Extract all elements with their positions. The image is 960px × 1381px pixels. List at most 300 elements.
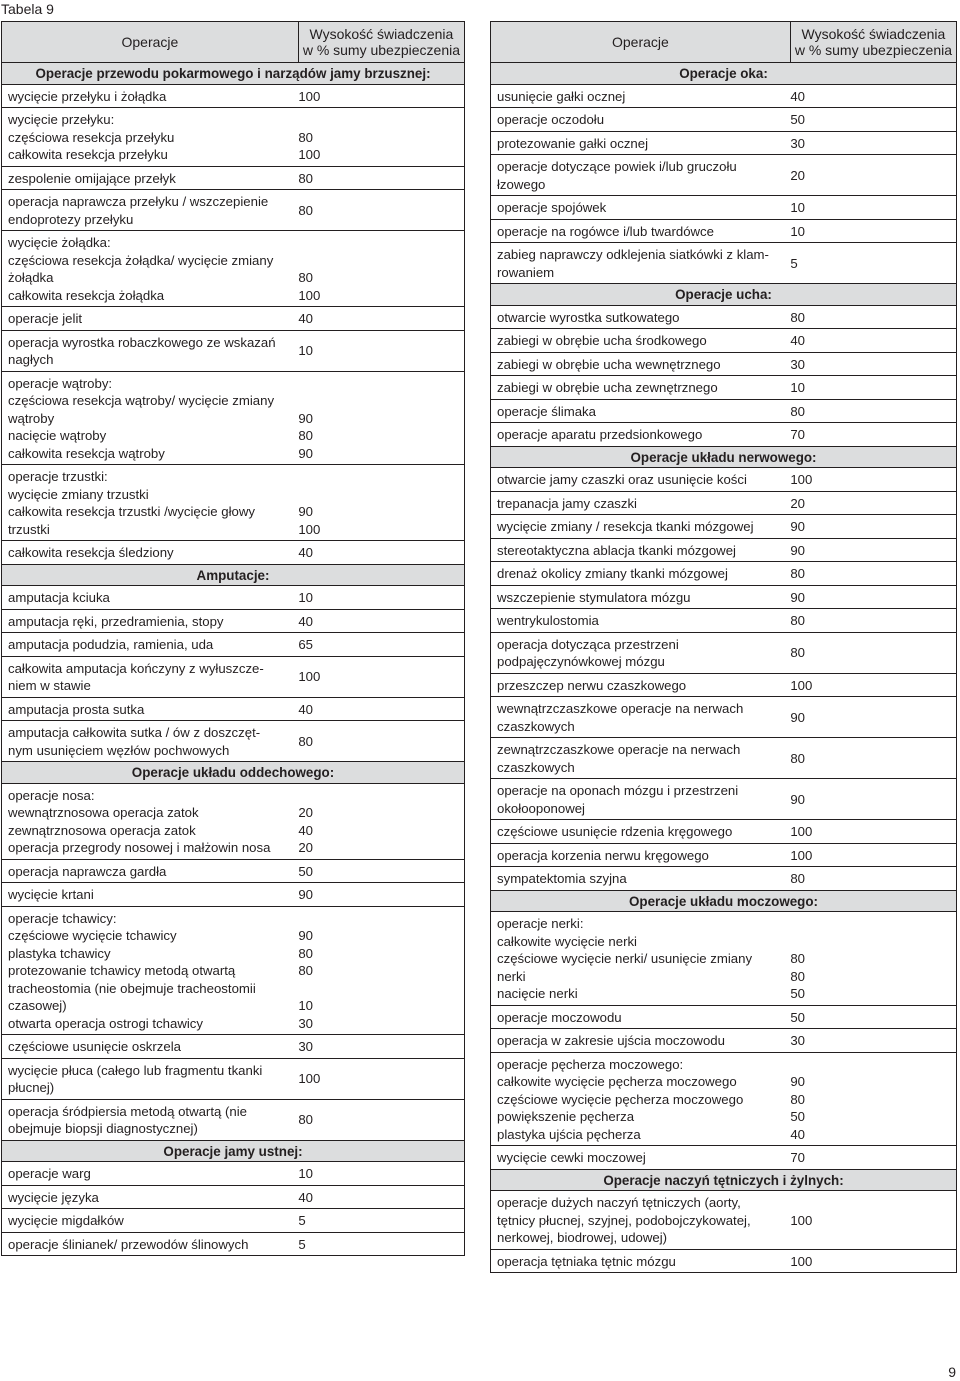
operation-cell bbox=[491, 585, 791, 609]
percent-value: 40 bbox=[298, 545, 313, 560]
table-row bbox=[2, 1209, 465, 1233]
operation-cell bbox=[491, 423, 791, 447]
value-cell bbox=[790, 1146, 956, 1170]
operation-cell bbox=[2, 1209, 299, 1233]
operation-cell bbox=[491, 1191, 791, 1250]
value-cell bbox=[790, 515, 956, 539]
operation-text: amputacja podudzia, ramienia, uda bbox=[8, 637, 214, 652]
header-wysokosc bbox=[790, 22, 956, 63]
percent-value: 80 bbox=[298, 202, 313, 218]
table-row bbox=[2, 84, 465, 108]
value-cell bbox=[298, 609, 464, 633]
operation-text: operacja korzenia nerwu kręgowego bbox=[497, 847, 709, 863]
percent-value: 50 bbox=[790, 1109, 805, 1124]
percent-value: 30 bbox=[790, 135, 805, 151]
operation-cell bbox=[2, 1035, 299, 1059]
section-header bbox=[491, 446, 957, 468]
operation-text: operacje moczowodu bbox=[497, 1009, 622, 1025]
operation-cell bbox=[2, 906, 299, 1035]
operation-cell bbox=[2, 307, 299, 331]
operation-cell bbox=[491, 108, 791, 132]
operation-text: operacja przegrody nosowej i małżowin nosa bbox=[8, 840, 271, 855]
table-row bbox=[2, 465, 465, 541]
operation-text: plastyka tchawicy bbox=[8, 945, 111, 961]
percent-value bbox=[298, 252, 458, 270]
percent-value bbox=[790, 915, 950, 933]
operation-text: czaszkowych bbox=[497, 759, 575, 775]
operation-text: nerkowej, biodrowej, udowej) bbox=[497, 1230, 668, 1245]
table-row bbox=[491, 131, 957, 155]
value-cell bbox=[298, 108, 464, 167]
percent-value: 80 bbox=[790, 871, 805, 886]
table-row bbox=[2, 656, 465, 697]
percent-value: 10 bbox=[298, 998, 313, 1013]
percent-value: 40 bbox=[298, 613, 313, 629]
operation-text: operacje jelit bbox=[8, 311, 83, 326]
percent-value: 40 bbox=[790, 88, 805, 104]
table-row bbox=[491, 329, 957, 353]
value-cell bbox=[298, 859, 464, 883]
value-cell bbox=[790, 632, 956, 673]
operation-text: endoprotezy przełyku bbox=[8, 211, 134, 227]
operation-cell bbox=[2, 586, 299, 610]
percent-value: 70 bbox=[790, 1150, 805, 1165]
percent-value bbox=[298, 468, 458, 486]
operation-text: rowaniem bbox=[497, 264, 555, 280]
value-cell bbox=[298, 1035, 464, 1059]
percent-value: 90 bbox=[298, 887, 313, 902]
table-row bbox=[2, 859, 465, 883]
value-cell bbox=[298, 883, 464, 907]
value-cell bbox=[298, 633, 464, 657]
operation-text: operacja dotycząca przestrzeni bbox=[497, 636, 679, 652]
percent-value: 90 bbox=[298, 445, 313, 461]
value-cell bbox=[298, 190, 464, 231]
operation-cell bbox=[2, 190, 299, 231]
section-header bbox=[2, 1140, 465, 1162]
value-cell bbox=[298, 231, 464, 307]
operation-cell bbox=[491, 1052, 791, 1146]
value-cell bbox=[790, 1029, 956, 1053]
value-cell bbox=[298, 1162, 464, 1186]
operation-text: wycięcie cewki moczowej bbox=[497, 1150, 646, 1165]
percent-value: 80 bbox=[790, 1091, 805, 1107]
operation-cell bbox=[2, 783, 299, 859]
operation-text: płucnej) bbox=[8, 1080, 55, 1095]
value-cell bbox=[298, 1058, 464, 1099]
table-row bbox=[491, 196, 957, 220]
percent-value: 20 bbox=[790, 495, 805, 511]
table-row bbox=[2, 541, 465, 565]
operation-text: sympatektomia szyjna bbox=[497, 871, 627, 886]
percent-value bbox=[298, 234, 458, 252]
percent-value: 100 bbox=[298, 1071, 321, 1087]
header-wysokosc-line1: Wysokość świadczenia bbox=[801, 26, 946, 42]
table-row bbox=[491, 219, 957, 243]
operation-text: zespolenie omijające przełyk bbox=[8, 170, 176, 186]
operation-cell bbox=[491, 219, 791, 243]
operation-text: całkowita resekcja trzustki /wycięcie głowy bbox=[8, 504, 255, 519]
operation-text: całkowita resekcja wątroby bbox=[8, 445, 165, 461]
operation-cell bbox=[491, 131, 791, 155]
value-cell bbox=[790, 84, 956, 108]
percent-value bbox=[298, 787, 458, 805]
percent-value: 80 bbox=[298, 963, 313, 978]
operation-cell bbox=[2, 609, 299, 633]
percent-value: 40 bbox=[790, 333, 805, 348]
operation-cell bbox=[491, 84, 791, 108]
percent-value: 90 bbox=[790, 791, 805, 807]
operation-text: operacje aparatu przedsionkowego bbox=[497, 427, 703, 442]
operation-text: operacja naprawcza przełyku / wszczepienie bbox=[8, 194, 269, 209]
value-cell bbox=[790, 1052, 956, 1146]
table-row bbox=[491, 843, 957, 867]
table-row bbox=[2, 307, 465, 331]
value-cell bbox=[298, 1209, 464, 1233]
percent-value: 50 bbox=[790, 986, 805, 1001]
operation-text: operacje na oponach mózgu i przestrzeni bbox=[497, 783, 739, 798]
operation-text: wycięcie przełyku i żołądka bbox=[8, 88, 167, 104]
operation-text: nym usunięciem węzłów pochwowych bbox=[8, 742, 230, 758]
operation-cell bbox=[491, 515, 791, 539]
table-row bbox=[2, 697, 465, 721]
percent-value: 5 bbox=[298, 1213, 306, 1228]
operation-text: operacje ślimaka bbox=[497, 403, 596, 419]
operation-cell bbox=[491, 1029, 791, 1053]
percent-value bbox=[298, 111, 458, 129]
operation-text: wątroby bbox=[8, 410, 55, 426]
table-row bbox=[491, 155, 957, 196]
operation-cell bbox=[491, 243, 791, 284]
value-cell bbox=[298, 906, 464, 1035]
table-row bbox=[491, 632, 957, 673]
percent-value: 100 bbox=[298, 521, 321, 537]
operation-text: operacja śródpiersia metodą otwartą (nie bbox=[8, 1103, 247, 1119]
percent-value: 100 bbox=[298, 88, 321, 104]
operation-text: operacje oczodołu bbox=[497, 112, 605, 127]
operation-text: amputacja kciuka bbox=[8, 590, 110, 605]
operation-cell bbox=[491, 1249, 791, 1273]
operation-text: usunięcie gałki ocznej bbox=[497, 88, 626, 104]
operation-cell bbox=[491, 155, 791, 196]
operation-text: wycięcie zmiany trzustki bbox=[8, 486, 149, 502]
percent-value bbox=[298, 392, 458, 410]
operation-text: operacje ślinianek/ przewodów ślinowych bbox=[8, 1236, 249, 1252]
value-cell bbox=[790, 820, 956, 844]
operation-cell bbox=[2, 1162, 299, 1186]
section-header bbox=[491, 284, 957, 306]
table-caption: Tabela 9 bbox=[1, 1, 54, 17]
table-row bbox=[491, 867, 957, 891]
operation-cell bbox=[491, 738, 791, 779]
page-number: 9 bbox=[948, 1364, 956, 1380]
value-cell bbox=[790, 697, 956, 738]
percent-value: 70 bbox=[790, 427, 805, 442]
section-header bbox=[491, 1169, 957, 1191]
percent-value: 80 bbox=[790, 613, 805, 628]
table-row bbox=[491, 305, 957, 329]
operation-text: zewnątrznosowa operacja zatok bbox=[8, 822, 196, 838]
operation-text: protezowanie tchawicy metodą otwartą bbox=[8, 963, 236, 978]
percent-value: 90 bbox=[790, 589, 805, 605]
operation-cell bbox=[491, 1005, 791, 1029]
section-header bbox=[2, 63, 465, 85]
percent-value: 10 bbox=[790, 200, 805, 215]
value-cell bbox=[298, 1232, 464, 1256]
table-row bbox=[491, 697, 957, 738]
value-cell bbox=[790, 376, 956, 400]
value-cell bbox=[790, 912, 956, 1006]
header-wysokosc-line1: Wysokość świadczenia bbox=[309, 26, 454, 42]
operation-text: plastyka ujścia pęcherza bbox=[497, 1126, 641, 1142]
operation-cell bbox=[491, 1146, 791, 1170]
section-title: Operacje układu oddechowego: bbox=[2, 762, 465, 784]
percent-value: 80 bbox=[298, 129, 313, 145]
header-operacje: Operacje bbox=[491, 22, 791, 63]
percent-value: 100 bbox=[790, 1212, 813, 1228]
operation-text: całkowita resekcja żołądka bbox=[8, 287, 165, 303]
percent-value: 10 bbox=[298, 343, 313, 359]
table-row bbox=[2, 371, 465, 465]
operation-text: nacięcie wątroby bbox=[8, 428, 107, 443]
percent-value: 10 bbox=[790, 223, 805, 239]
operation-cell bbox=[2, 883, 299, 907]
operation-text: wewnątrzczaszkowe operacje na nerwach bbox=[497, 701, 744, 716]
table-row bbox=[2, 108, 465, 167]
percent-value bbox=[790, 1056, 950, 1074]
operation-text: amputacja całkowita sutka / ów z doszczęt- bbox=[8, 725, 261, 740]
operation-text: wycięcie przełyku: bbox=[8, 112, 115, 127]
operation-text: nacięcie nerki bbox=[497, 986, 578, 1001]
table-row bbox=[2, 1058, 465, 1099]
section-title: Operacje układu moczowego: bbox=[491, 890, 957, 912]
percent-value: 90 bbox=[298, 504, 313, 519]
percent-value: 5 bbox=[298, 1236, 306, 1252]
value-cell bbox=[790, 352, 956, 376]
operation-cell bbox=[2, 371, 299, 465]
operation-cell bbox=[2, 166, 299, 190]
percent-value: 40 bbox=[298, 701, 313, 717]
percent-value: 65 bbox=[298, 637, 313, 652]
operation-cell bbox=[491, 697, 791, 738]
operation-text: otwarcie jamy czaszki oraz usunięcie kości bbox=[497, 472, 747, 487]
value-cell bbox=[298, 541, 464, 565]
section-header bbox=[491, 890, 957, 912]
operation-cell bbox=[2, 1058, 299, 1099]
value-cell bbox=[790, 423, 956, 447]
value-cell bbox=[790, 329, 956, 353]
operation-text: drenaż okolicy zmiany tkanki mózgowej bbox=[497, 566, 728, 581]
operation-cell bbox=[491, 538, 791, 562]
percent-value bbox=[298, 375, 458, 393]
percent-value: 40 bbox=[790, 1126, 805, 1142]
operation-text: operacja wyrostka robaczkowego ze wskazań bbox=[8, 334, 276, 350]
operation-text: amputacja ręki, przedramienia, stopy bbox=[8, 613, 224, 629]
section-title: Operacje przewodu pokarmowego i narządów jamy brzusznej: bbox=[2, 63, 465, 85]
percent-value: 50 bbox=[790, 1009, 805, 1025]
table-row bbox=[491, 108, 957, 132]
operation-text: operacje warg bbox=[8, 1166, 91, 1181]
operation-text: częściowa resekcja przełyku bbox=[8, 129, 175, 145]
percent-value: 80 bbox=[790, 645, 805, 661]
value-cell bbox=[298, 371, 464, 465]
percent-value: 40 bbox=[298, 311, 313, 326]
percent-value: 80 bbox=[790, 951, 805, 966]
section-title: Operacje jamy ustnej: bbox=[2, 1140, 465, 1162]
operation-text: zabieg naprawczy odklejenia siatkówki z klam- bbox=[497, 247, 769, 262]
section-title: Amputacje: bbox=[2, 564, 465, 586]
table-row bbox=[2, 1035, 465, 1059]
operation-text: podpajęczynówkowej mózgu bbox=[497, 654, 665, 669]
value-cell bbox=[790, 1191, 956, 1250]
table-row bbox=[2, 586, 465, 610]
operation-text: operacja w zakresie ujścia moczowodu bbox=[497, 1033, 725, 1048]
operation-text: zewnątrzczaszkowe operacje na nerwach bbox=[497, 742, 741, 757]
percent-value bbox=[298, 910, 458, 928]
operation-text: operacje pęcherza moczowego: bbox=[497, 1056, 684, 1072]
value-cell bbox=[790, 155, 956, 196]
value-cell bbox=[298, 697, 464, 721]
table-row bbox=[491, 1005, 957, 1029]
percent-value: 80 bbox=[298, 945, 313, 961]
operation-cell bbox=[2, 541, 299, 565]
table-row bbox=[2, 330, 465, 371]
table-row bbox=[2, 783, 465, 859]
operation-cell bbox=[2, 84, 299, 108]
operation-cell bbox=[2, 1185, 299, 1209]
percent-value: 20 bbox=[298, 805, 313, 820]
table-row bbox=[2, 231, 465, 307]
percent-value: 100 bbox=[790, 472, 813, 487]
operation-text: otwarta operacja ostrogi tchawicy bbox=[8, 1015, 203, 1031]
operation-text: częściowe usunięcie oskrzela bbox=[8, 1039, 181, 1054]
operation-cell bbox=[2, 330, 299, 371]
operation-text: operacje dotyczące powiek i/lub gruczołu bbox=[497, 159, 737, 174]
value-cell bbox=[790, 468, 956, 492]
operation-text: operacje wątroby: bbox=[8, 375, 113, 391]
operation-text: całkowita amputacja kończyny z wyłuszcze- bbox=[8, 660, 264, 676]
percent-value: 10 bbox=[790, 380, 805, 395]
value-cell bbox=[790, 1005, 956, 1029]
table-row bbox=[2, 883, 465, 907]
operation-text: całkowite wycięcie pęcherza moczowego bbox=[497, 1074, 737, 1089]
percent-value: 10 bbox=[298, 1166, 313, 1181]
operation-text: całkowite wycięcie nerki bbox=[497, 933, 637, 949]
value-cell bbox=[298, 1099, 464, 1140]
percent-value: 20 bbox=[790, 167, 805, 183]
header-wysokosc-line2: w % sumy ubezpieczenia bbox=[794, 42, 952, 58]
percent-value: 100 bbox=[790, 677, 813, 693]
table-row bbox=[491, 1146, 957, 1170]
value-cell bbox=[790, 399, 956, 423]
table-row bbox=[491, 515, 957, 539]
operation-text: całkowita resekcja przełyku bbox=[8, 147, 168, 162]
operation-text: wycięcie żołądka: bbox=[8, 235, 111, 250]
operation-cell bbox=[491, 609, 791, 633]
value-cell bbox=[790, 562, 956, 586]
operation-text: częściowa resekcja żołądka/ wycięcie zmiany bbox=[8, 252, 274, 268]
table-row bbox=[491, 673, 957, 697]
percent-value: 30 bbox=[790, 1033, 805, 1048]
table-row bbox=[491, 1052, 957, 1146]
value-cell bbox=[790, 219, 956, 243]
percent-value: 5 bbox=[790, 255, 798, 271]
percent-value: 100 bbox=[790, 1253, 813, 1269]
table-row bbox=[2, 906, 465, 1035]
operation-text: częściowe wycięcie pęcherza moczowego bbox=[497, 1091, 744, 1107]
operation-cell bbox=[491, 820, 791, 844]
table-row bbox=[491, 779, 957, 820]
table-row bbox=[491, 468, 957, 492]
value-cell bbox=[298, 330, 464, 371]
operation-text: czaszkowych bbox=[497, 718, 575, 734]
operation-cell bbox=[491, 305, 791, 329]
value-cell bbox=[790, 1249, 956, 1273]
operation-text: przeszczep nerwu czaszkowego bbox=[497, 677, 687, 693]
table-row bbox=[491, 585, 957, 609]
section-header bbox=[491, 63, 957, 85]
percent-value: 100 bbox=[298, 147, 321, 162]
operation-text: wycięcie krtani bbox=[8, 887, 94, 902]
operation-cell bbox=[491, 491, 791, 515]
operation-text: nagłych bbox=[8, 352, 54, 367]
operation-text: operacje tchawicy: bbox=[8, 910, 117, 926]
operation-cell bbox=[2, 465, 299, 541]
percent-value: 30 bbox=[298, 1015, 313, 1031]
percent-value: 80 bbox=[298, 428, 313, 443]
percent-value: 10 bbox=[298, 590, 313, 605]
section-title: Operacje ucha: bbox=[491, 284, 957, 306]
table-row bbox=[2, 1232, 465, 1256]
header-operacje: Operacje bbox=[2, 22, 299, 63]
operation-text: powiększenie pęcherza bbox=[497, 1109, 635, 1124]
operation-text: częściowe wycięcie nerki/ usunięcie zmiany bbox=[497, 951, 753, 966]
operation-cell bbox=[2, 1232, 299, 1256]
operation-text: trzustki bbox=[8, 521, 50, 537]
operation-text: operacje trzustki: bbox=[8, 469, 108, 484]
left-table bbox=[1, 21, 465, 1256]
percent-value: 40 bbox=[298, 1189, 313, 1205]
operation-cell bbox=[491, 912, 791, 1006]
table-row bbox=[2, 609, 465, 633]
operation-cell bbox=[491, 399, 791, 423]
operation-text: amputacja prosta sutka bbox=[8, 701, 145, 717]
operation-text: wewnątrznosowa operacja zatok bbox=[8, 805, 199, 820]
table-row bbox=[491, 820, 957, 844]
table-row bbox=[491, 491, 957, 515]
section-title: Operacje oka: bbox=[491, 63, 957, 85]
value-cell bbox=[790, 131, 956, 155]
operation-cell bbox=[2, 656, 299, 697]
operation-text: otwarcie wyrostka sutkowatego bbox=[497, 309, 680, 325]
value-cell bbox=[298, 465, 464, 541]
operation-text: operacja tętniaka tętnic mózgu bbox=[497, 1253, 676, 1269]
header-wysokosc bbox=[298, 22, 464, 63]
value-cell bbox=[298, 586, 464, 610]
operation-text: trepanacja jamy czaszki bbox=[497, 495, 637, 511]
operation-text: nerki bbox=[497, 968, 526, 984]
section-header bbox=[2, 564, 465, 586]
value-cell bbox=[790, 609, 956, 633]
operation-cell bbox=[491, 329, 791, 353]
operation-cell bbox=[491, 196, 791, 220]
operation-cell bbox=[491, 673, 791, 697]
operation-cell bbox=[491, 779, 791, 820]
table-row bbox=[491, 352, 957, 376]
percent-value: 50 bbox=[298, 863, 313, 879]
value-cell bbox=[298, 656, 464, 697]
operation-text: tracheostomia (nie obejmuje tracheostomii bbox=[8, 980, 256, 996]
